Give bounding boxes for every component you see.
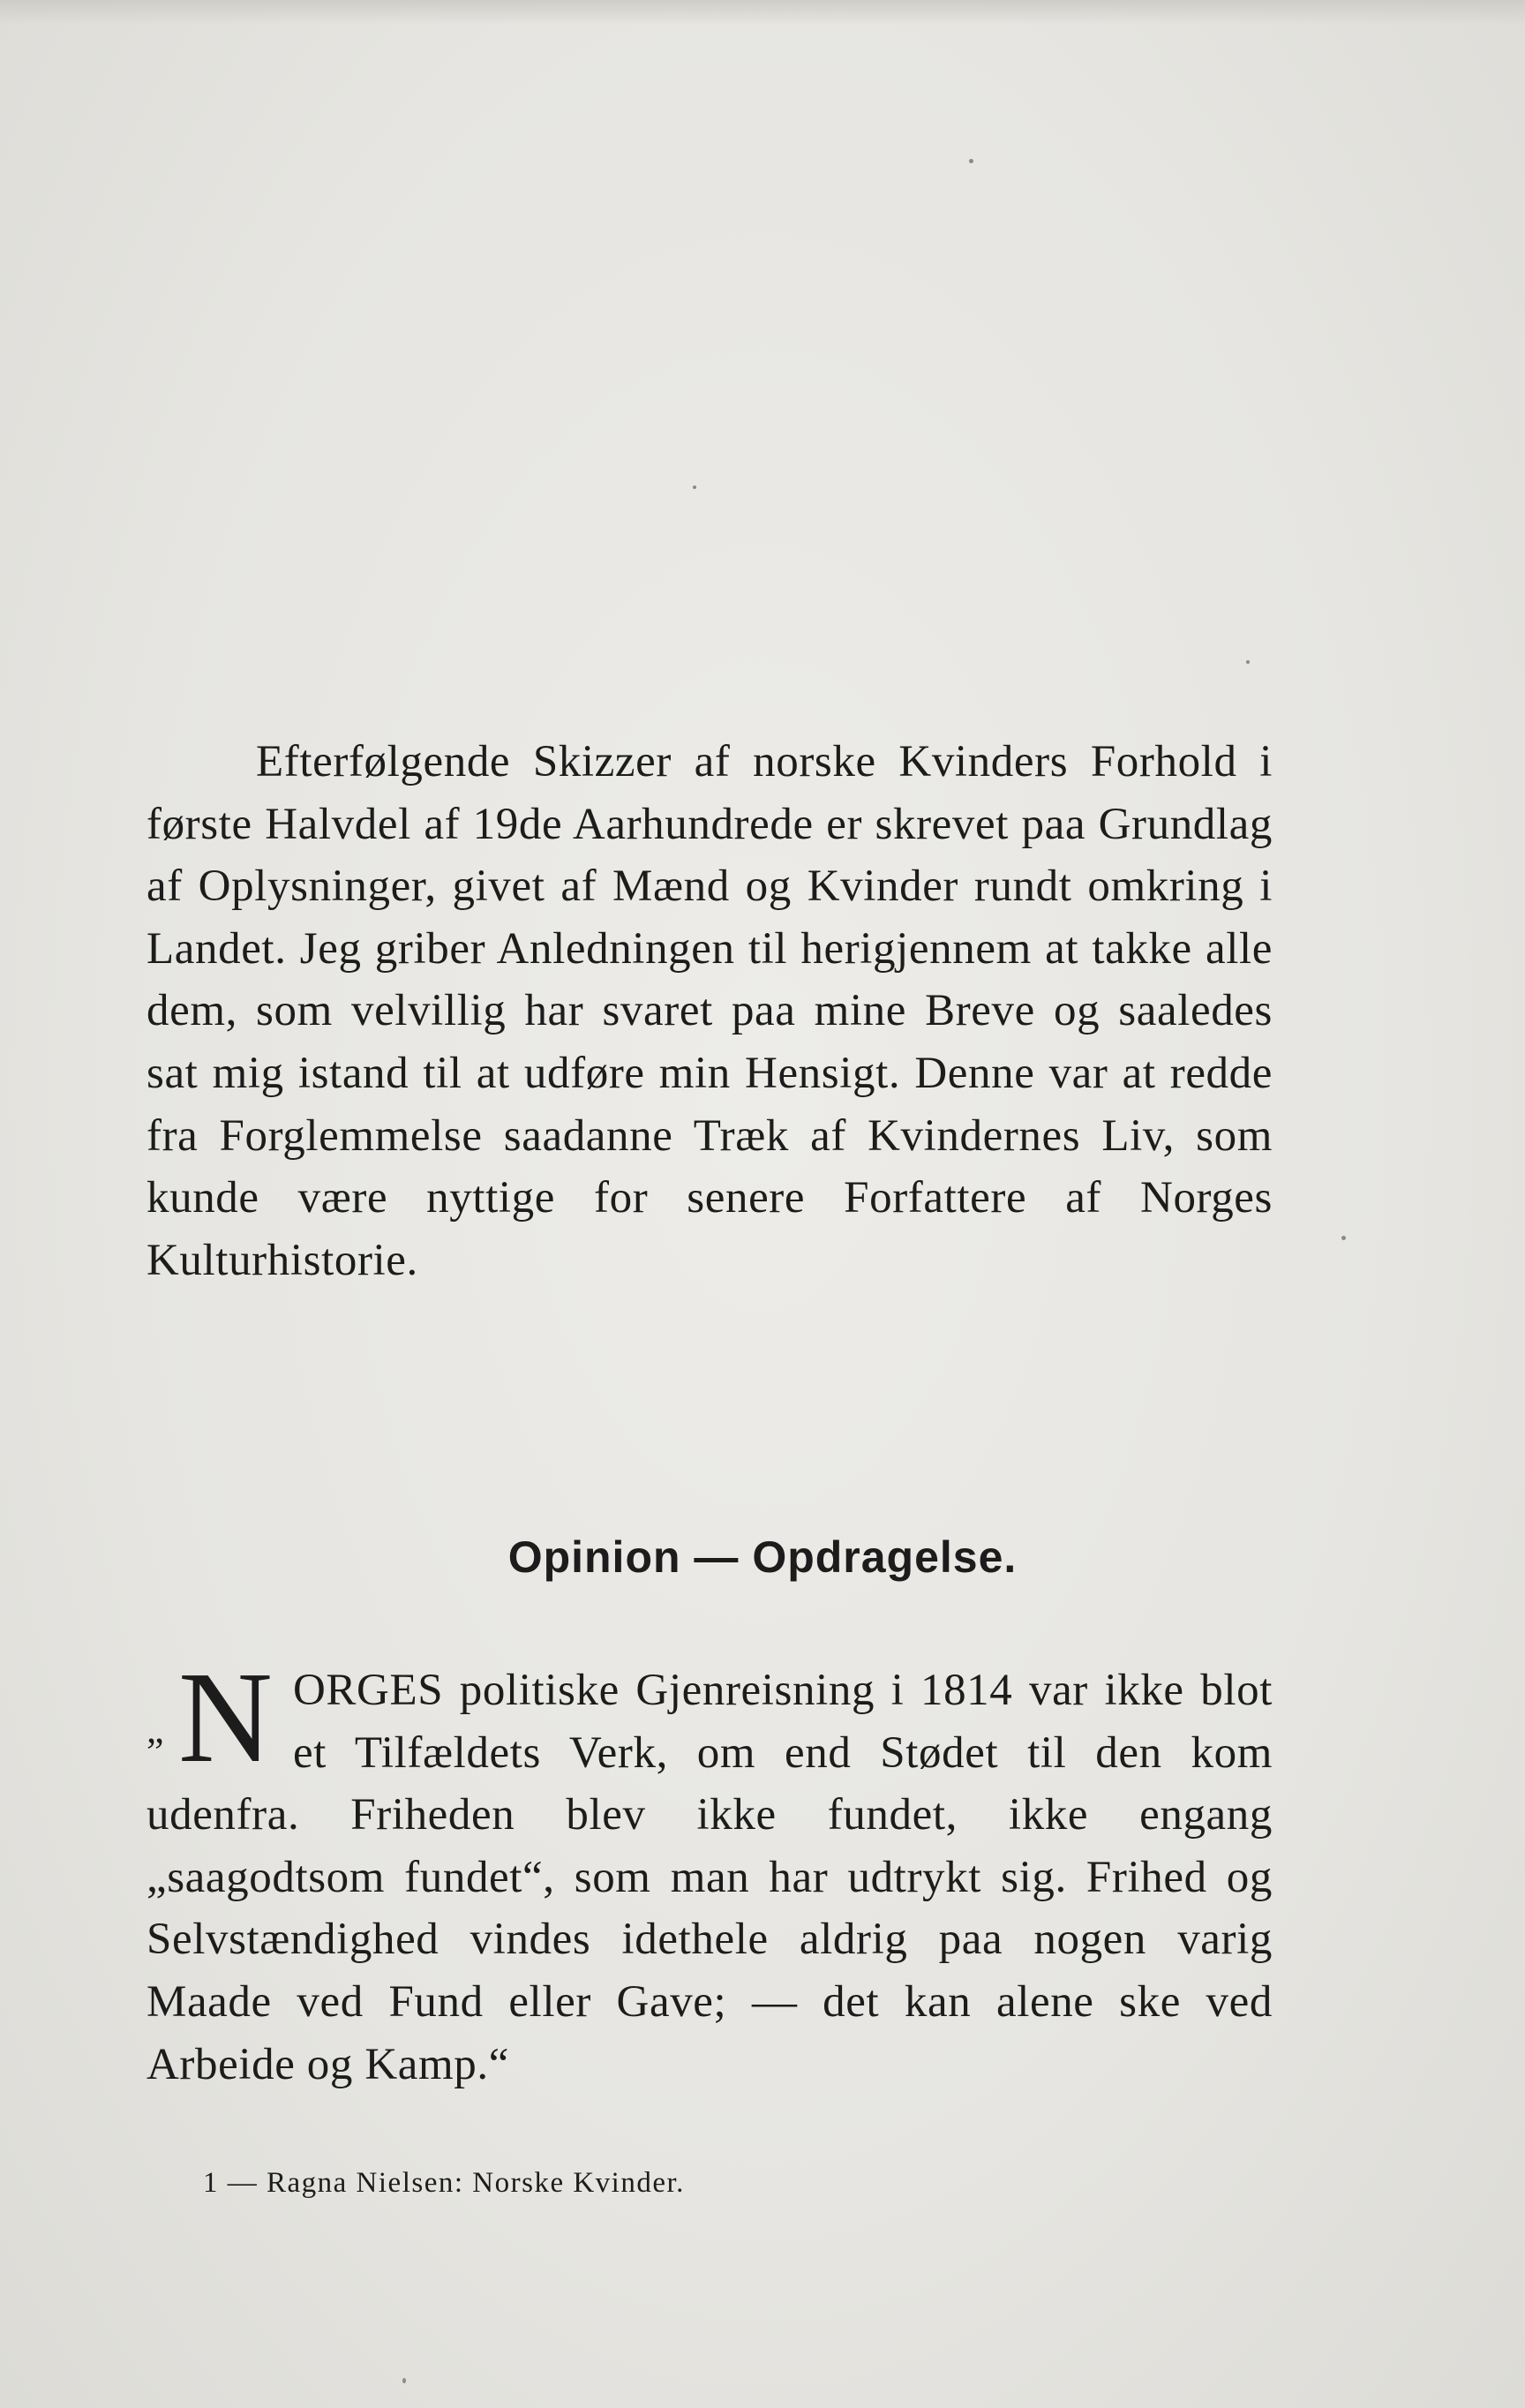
page-top-edge — [0, 0, 1525, 25]
paper-speck — [969, 159, 973, 163]
paper-speck — [693, 485, 696, 489]
section-title: Opinion — Opdragelse. — [507, 1532, 1018, 1582]
page-footer-signature: 1 — Ragna Nielsen: Norske Kvinder. — [203, 2167, 685, 2199]
body-paragraph — [146, 1645, 1273, 2096]
body-text: ORGES politiske Gjenreisning i 1814 var ikke blot et Tilfældets Verk, om end Stødet til den kom udenfra. Friheden blev ikke fundet, ikke engang „saagodtsom fundet“, som man har udtrykt sig. Frihed og Selvstændighed vindes idethele aldrig paa nogen varig Maade ved Fund eller Gave; — det kan alene ske ved Arbeide og Kamp.“ — [146, 1666, 1273, 2089]
paper-speck — [1341, 1236, 1346, 1240]
drop-cap-letter: N — [178, 1645, 274, 1790]
intro-paragraph: Efterfølgende Skizzer af norske Kvinders Forhold i første Halvdel af 19de Aarhundrede er skrevet paa Grundlag af Oplysninger, givet af Mænd og Kvinder rundt omkring i Landet. Jeg griber Anledningen til herigjennem at takke alle dem, som velvillig har svaret paa mine Breve og saaledes sat mig istand til at udføre min Hensigt. Denne var at redde fra Forglemmelse saadanne Træk af Kvindernes Liv, som kunde være nyttige for senere Forfattere af Norges Kulturhistorie. — [146, 737, 1273, 1285]
paper-speck — [402, 2378, 406, 2383]
opening-quote-mark: „ — [146, 1708, 165, 1751]
paper-speck — [1246, 660, 1250, 664]
drop-cap-block — [146, 1645, 288, 1790]
